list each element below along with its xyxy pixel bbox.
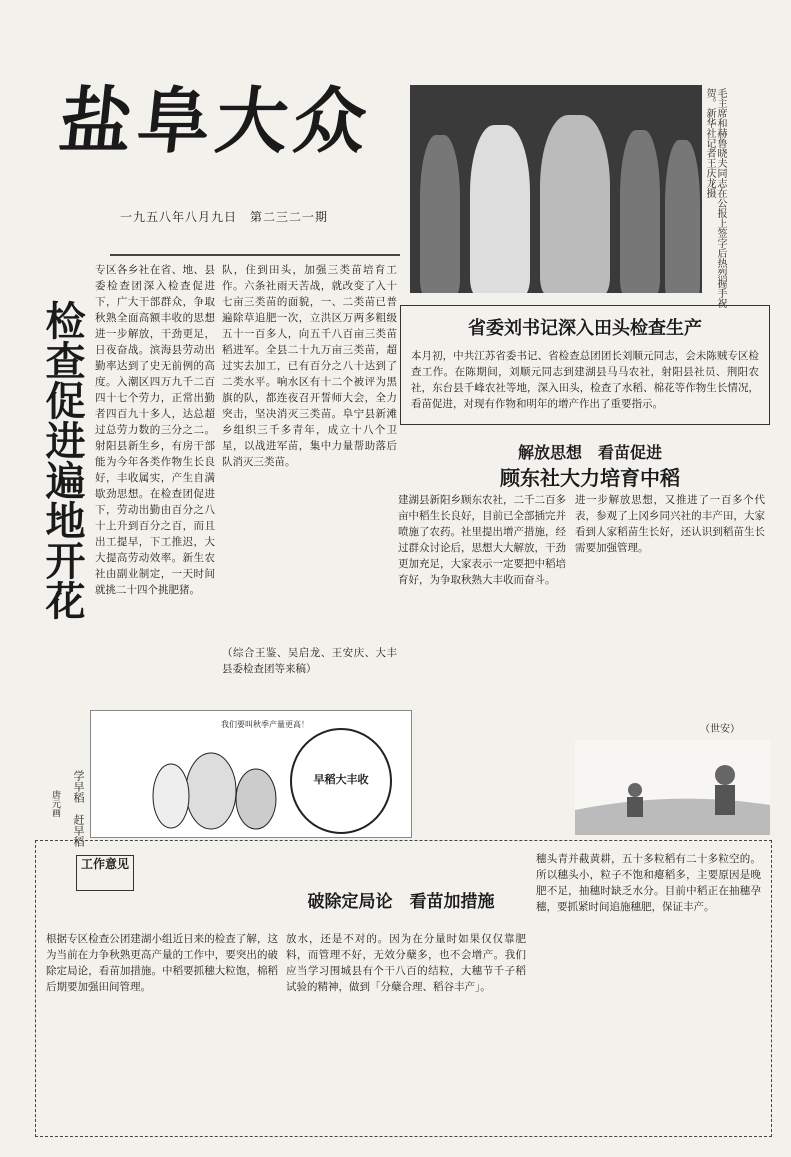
lead-article-title: 检查促进遍地开花 <box>39 300 86 620</box>
lead-article-col2: 队，住到田头，加强三类苗培育工作。六条社雨天苦战，就改变了入十七亩三类苗的面貌，一、二类苗已普遍除草追肥一次，立洪区万两多粗级五十一百多人，向五千八百亩三类苗稻进军。全县二十九万亩三类苗，超过实去加工，已有百分之八十达到了二类水平。响水区有十二个被评为黑旗的队，都连夜召开誓师大会，全力突击，坚决消灭三类苗。阜宁县新滩乡组织三千多青年，成立十八个卫星，以战进军苗，集中力量帮助落后队消灭三类苗。 <box>222 264 397 468</box>
center-headline-1: 解放思想 看苗促进 <box>517 443 662 462</box>
cartoon-caption: 学早稻 赶早稻 <box>72 770 85 847</box>
news-photo <box>410 85 702 293</box>
bottom-article-col2: 放水，还是不对的。因为在分量时如果仅仅靠肥料，而管理不好，无效分蘖多，也不会增产。我们应当学习围城县有个干八百的结粒，大穗节千子稻试验的精神，做到「分蘖合理、稻谷丰产」。 <box>286 933 526 993</box>
issue-line: 一九五八年八月九日 第二三二一期 <box>120 210 329 224</box>
center-article-col2: 进一步解放思想，又推进了一百多个代表，参观了上冈乡同兴社的丰产田，大家看到人家稻苗生长好，还认识到稻苗生长需要加强管理。 <box>575 494 765 554</box>
cartoon <box>90 710 412 838</box>
bottom-article-col3: 穗头青并截黄耕，五十多粒稻有二十多粒空的。所以穗头小，粒子不饱和瘪稻多，主要原因是晚肥不足，抽穗时缺乏水分。目前中稻正在抽穗孕穗，要抓紧时间追施穗肥，保证丰产。 <box>536 853 761 913</box>
side-article-body: 本月初，中共江苏省委书记、省检查总团团长刘顺元同志，会未陈贼专区检查工作。在陈期间，刘顺元同志到建湖县马马农社，射阳县社员、荆阳农社，东台县千峰农社等地，深入田头，检查了水稻、棉花等作物生长情况，看苗促进，对现有作物和明年的增产作出了重要指示。 <box>411 350 759 410</box>
side-article-title: 省委刘书记深入田头检查生产 <box>468 318 702 339</box>
masthead <box>55 78 380 205</box>
photo-caption: 毛主席和赫鲁晓夫同志在公报上签字后热烈握手祝贺。新华社记者王庆龙摄 <box>704 88 726 308</box>
bottom-article <box>35 840 772 1137</box>
cartoon-artist: 唐元画 <box>50 790 60 817</box>
lead-article-col1: 专区各乡社在省、地、县委检查团深入检查促进下，广大干部群众，争取秋熟全面高额丰收的思想进一步解放，干劲更足，日夜奋战。滨海县劳动出勤率达到了史无前例的高度。入潮区四万九千二百四十七个劳力，正常出勤者四百九十多人，达总超过总劳力数的三分之二。射阳县新生乡，有房干部能为今年各类作物生长良好，丰收属实，产生自满歇劲思想。在检查团促进下，劳动出勤由百分之八十上升到百分之百，而且出工提早，下工推迟，大大提高劳动效率。新生农社由副业制定，一天时间就挑二十四个挑肥猪。 <box>95 264 215 596</box>
center-article-col1: 建湖县新阳乡顾东农社，二千二百多亩中稻生长良好，目前已全部插完并喷施了农药。社里提出增产措施，经过群众讨论后，思想大大解放，干劲更加充足，大家表示一定要把中稻培育好，为争取秋熟大丰收而奋斗。 <box>398 494 566 586</box>
farm-illustration <box>575 740 770 835</box>
cartoon-speech: 我们要叫秋季产量更高！ <box>221 720 309 729</box>
bottom-article-badge: 工作意见 <box>76 855 134 891</box>
bottom-article-col1: 根据专区检查公团建湖小组近日来的检查了解，这为当前在力争秋熟更高产量的工作中，要突出的破除定局论，看苗加措施。中稻要抓穗大粒饱，棉稻后期要加强田间管理。 <box>46 933 278 993</box>
masthead-ornament <box>110 224 400 256</box>
bottom-article-headline: 破除定局论 看苗加措施 <box>307 892 495 912</box>
center-headline-2: 顾东社大力培育中稻 <box>500 466 680 490</box>
center-article-byline: （世安） <box>700 724 740 735</box>
side-article <box>400 305 770 425</box>
cartoon-bag-label: 早稻大丰收 <box>313 773 369 786</box>
lead-article-byline: （综合王鉴、吴启龙、王安庆、大丰县委检查团等来稿） <box>222 647 397 675</box>
newspaper-title: 盐阜大众 <box>55 78 377 163</box>
